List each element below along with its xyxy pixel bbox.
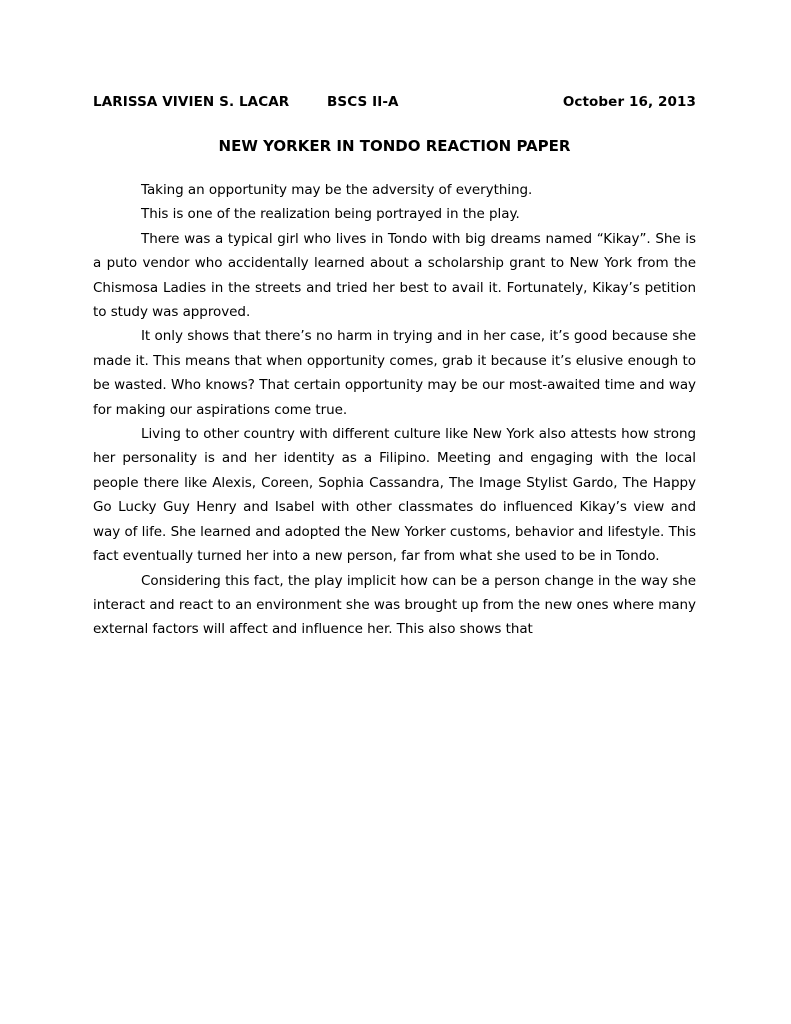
course-section: BSCS II-A [327, 94, 399, 110]
paragraph: This is one of the realization being portrayed in the play. [141, 206, 520, 223]
paragraph: Taking an opportunity may be the adversity of everything. [141, 182, 533, 198]
paragraph: There was a typical girl who lives in Tondo with big dreams named “Kikay”. She is a puto vendor who accidentally learned about a scholarship grant to New York from the Chismosa Ladies in the streets and tried her best to avail it. Fortunately, Kikay’s petition to study was approved. [93, 230, 696, 321]
paragraph: It only shows that there’s no harm in trying and in her case, it’s good because she made it. This means that when opportunity comes, grab it because it’s elusive enough to be wasted. Who knows? That certain opportunity may be our most-awaited time and way for making our aspirations come true. [93, 328, 696, 418]
paragraph: Living to other country with different culture like New York also attests how strong her personality is and her identity as a Filipino. Meeting and engaging with the local people there like Alexis, Coreen, Sophia Cassandra, The Image Stylist Gardo, The Happy Go Lucky Guy Henry and Isabel with other classmates do influenced Kikay’s view and way of life. She learned and adopted the New Yorker customs, behavior and lifestyle. This fact eventually turned her into a new person, far from what she used to be in Tondo. [93, 426, 696, 565]
author-name: LARISSA VIVIEN S. LACAR [93, 94, 290, 110]
paragraph: Considering this fact, the play implicit how can be a person change in the way she interact and react to an environment she was brought up from the new ones where many external factors will affect and influence her. This also shows that [93, 572, 696, 638]
document-date: October 16, 2013 [562, 94, 696, 110]
document-header [93, 94, 696, 114]
document-title: NEW YORKER IN TONDO REACTION PAPER [218, 137, 571, 155]
document-body [93, 178, 696, 642]
